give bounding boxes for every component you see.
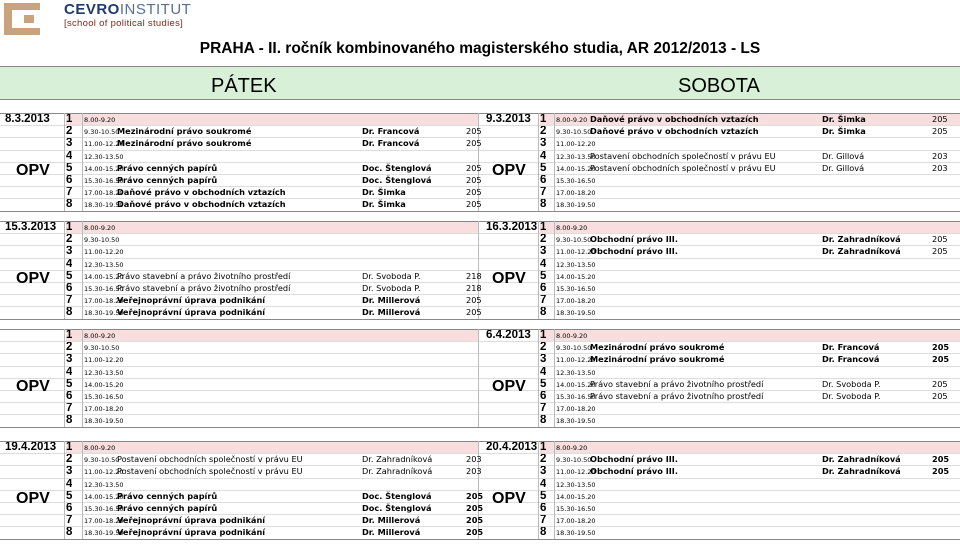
column-line (64, 221, 65, 319)
lesson-room: 203 (932, 162, 948, 173)
lesson-room: 205 (466, 490, 484, 501)
lesson-lecturer: Dr. Zahradníková (822, 454, 901, 465)
lesson-subject (117, 114, 360, 125)
lesson-number: 8 (66, 307, 73, 319)
lesson-time: 11.00-12.20 (84, 248, 124, 257)
lesson-subject (117, 330, 360, 341)
lesson-time: 12.30-13.50 (556, 480, 596, 489)
lesson-lecturer: Dr. Millerová (362, 515, 421, 526)
lesson-time: 17.00-18.20 (556, 405, 596, 414)
lesson-time: 18.30-19.50 (556, 309, 596, 318)
lesson-room: 218 (466, 270, 482, 281)
lesson-subject: Postavení obchodních společností v právu EU (117, 454, 303, 465)
lesson-subject (117, 415, 360, 426)
column-line (554, 329, 555, 427)
lesson-subject: Daňové právo v obchodních vztazích (590, 114, 759, 124)
column-line (478, 329, 479, 427)
lesson-time: 15.30-16.50 (556, 505, 596, 513)
lesson-subject (117, 367, 360, 378)
lesson-lecturer: Dr. Francová (822, 354, 880, 365)
lesson-number: 7 (66, 403, 73, 415)
lesson-number: 5 (540, 162, 547, 174)
lesson-subject (117, 379, 360, 390)
lesson-time: 8.00-9.20 (556, 332, 588, 340)
lesson-time: 11.00-12.20 (84, 468, 124, 477)
column-line (554, 441, 555, 539)
lesson-time: 12.30-13.50 (84, 368, 124, 377)
lesson-room: 205 (466, 162, 482, 173)
lesson-number: 2 (540, 234, 547, 246)
lesson-time: 14.00-15.20 (84, 272, 124, 281)
lesson-lecturer: Dr. Francová (362, 138, 420, 149)
lesson-number: 4 (540, 150, 547, 162)
lesson-number: 2 (540, 126, 547, 138)
lesson-room: 205 (466, 199, 482, 210)
lesson-number: 8 (66, 527, 73, 539)
lesson-lecturer: Dr. Svoboda P. (362, 270, 421, 281)
column-line (64, 441, 65, 539)
lesson-number: 1 (540, 442, 547, 453)
lesson-room: 205 (466, 126, 482, 137)
brand-suffix: INSTITUT (119, 1, 192, 18)
lesson-lecturer: Doc. Štenglová (362, 490, 432, 501)
lesson-number: 3 (540, 466, 547, 478)
lesson-lecturer: Dr. Svoboda P. (822, 378, 881, 389)
lesson-number: 6 (540, 391, 547, 402)
logo-mark (4, 3, 48, 35)
lesson-time: 14.00-15.20 (84, 164, 124, 173)
lesson-subject: Veřejnoprávní úprava podnikání (117, 515, 266, 526)
lesson-time: 18.30-19.50 (556, 417, 596, 426)
lesson-subject (590, 271, 820, 282)
lesson-room: 205 (932, 114, 948, 124)
lesson-subject: Veřejnoprávní úprava podnikání (117, 307, 266, 318)
lesson-subject (590, 479, 820, 490)
brand-name (64, 1, 191, 18)
lesson-time: 8.00-9.20 (84, 224, 116, 232)
lesson-time: 12.30-13.50 (84, 260, 124, 269)
lesson-time: 17.00-18.20 (556, 517, 596, 526)
lesson-time: 9.30-10.50 (84, 128, 120, 137)
lesson-subject (590, 138, 820, 149)
lesson-lecturer: Doc. Štenglová (362, 175, 432, 185)
lesson-time: 17.00-18.20 (556, 189, 596, 198)
lesson-number: 8 (66, 415, 73, 427)
lesson-time: 14.00-15.20 (84, 380, 124, 389)
lesson-time: 12.30-13.50 (556, 260, 596, 269)
lesson-time: 9.30-10.50 (556, 128, 592, 137)
lesson-time: 15.30-16.50 (556, 393, 596, 401)
row-line (0, 539, 960, 540)
block-date: 6.4.2013 (486, 330, 531, 341)
lesson-subject (117, 479, 360, 490)
lesson-time: 17.00-18.20 (84, 297, 124, 306)
lesson-subject: Právo cenných papírů (117, 175, 218, 185)
lesson-number: 8 (540, 415, 547, 427)
lesson-time: 18.30-19.50 (556, 529, 596, 538)
lesson-time: 11.00-12.20 (556, 468, 596, 477)
lesson-room: 205 (932, 378, 948, 389)
lesson-time: 11.00-12.20 (84, 356, 124, 365)
lesson-number: 3 (66, 466, 73, 478)
lesson-lecturer: Dr. Zahradníková (362, 454, 433, 465)
lesson-lecturer: Dr. Šimka (362, 199, 406, 210)
lesson-time: 15.30-16.50 (84, 177, 124, 185)
lesson-number: 5 (540, 378, 547, 390)
lesson-number: 4 (66, 150, 73, 162)
lesson-time: 15.30-16.50 (84, 505, 124, 513)
lesson-time: 12.30-13.50 (84, 480, 124, 489)
lesson-number: 8 (540, 527, 547, 539)
lesson-room: 205 (466, 527, 484, 538)
row-line (0, 427, 960, 428)
lesson-subject (590, 367, 820, 378)
lesson-time: 18.30-19.50 (84, 201, 124, 210)
lesson-time: 8.00-9.20 (556, 444, 588, 452)
lesson-subject: Mezinárodní právo soukromé (117, 126, 252, 137)
lesson-time: 11.00-12.20 (556, 248, 596, 257)
lesson-time: 15.30-16.50 (556, 177, 596, 185)
lesson-room: 205 (932, 342, 950, 353)
lesson-number: 6 (66, 391, 73, 402)
lesson-subject: Právo stavební a právo životního prostředí (117, 270, 291, 281)
lesson-number: 7 (66, 187, 73, 199)
column-line (554, 113, 555, 211)
lesson-number: 6 (66, 503, 73, 514)
lesson-number: 8 (66, 199, 73, 211)
lesson-subject: Právo stavební a právo životního prostředí (590, 391, 764, 401)
lesson-number: 7 (540, 295, 547, 307)
day-saturday: SOBOTA (678, 75, 760, 97)
lesson-number: 3 (66, 246, 73, 258)
lesson-lecturer: Dr. Svoboda P. (822, 391, 881, 401)
lesson-time: 9.30-10.50 (84, 344, 120, 353)
lesson-lecturer: Dr. Millerová (362, 295, 421, 306)
lesson-number: 4 (540, 258, 547, 270)
lesson-subject: Obchodní právo III. (590, 454, 678, 465)
lesson-time: 12.30-13.50 (84, 152, 124, 161)
lesson-time: 8.00-9.20 (84, 444, 116, 452)
lesson-time: 18.30-19.50 (84, 417, 124, 426)
lesson-lecturer: Dr. Zahradníková (822, 466, 901, 477)
lesson-room: 205 (466, 138, 482, 149)
opv-label: OPV (16, 378, 50, 395)
lesson-number: 2 (540, 454, 547, 466)
lesson-room: 205 (466, 307, 482, 318)
lesson-time: 9.30-10.50 (556, 344, 592, 353)
lesson-number: 6 (540, 503, 547, 514)
day-header-band (0, 67, 960, 100)
lesson-subject (590, 503, 820, 514)
lesson-room: 205 (466, 515, 484, 526)
lesson-time: 17.00-18.20 (84, 517, 124, 526)
block-date: 20.4.2013 (486, 442, 538, 453)
lesson-lecturer: Dr. Šimka (822, 114, 866, 124)
lesson-subject (590, 187, 820, 198)
lesson-subject: Obchodní právo III. (590, 234, 678, 245)
lesson-subject: Daňové právo v obchodních vztazích (590, 126, 759, 137)
lesson-subject (590, 307, 820, 318)
lesson-number: 6 (66, 175, 73, 186)
block-date: 16.3.2013 (486, 222, 538, 233)
lesson-subject (590, 199, 820, 210)
column-line (64, 113, 65, 211)
lesson-number: 8 (540, 307, 547, 319)
day-friday: PÁTEK (211, 75, 277, 97)
lesson-time: 11.00-12.20 (84, 140, 124, 149)
lesson-lecturer: Doc. Štenglová (362, 503, 432, 513)
lesson-number: 1 (66, 442, 73, 453)
lesson-time: 11.00-12.20 (556, 356, 596, 365)
opv-label: OPV (492, 270, 526, 287)
lesson-time: 12.30-13.50 (556, 152, 596, 161)
lesson-subject (590, 515, 820, 526)
lesson-subject (117, 234, 360, 245)
lesson-room: 203 (932, 150, 948, 161)
lesson-lecturer: Dr. Francová (822, 342, 880, 353)
lesson-subject: Veřejnoprávní úprava podnikání (117, 295, 266, 306)
lesson-subject: Právo stavební a právo životního prostředí (117, 283, 291, 293)
lesson-number: 3 (540, 354, 547, 366)
lesson-time: 14.00-15.20 (556, 164, 596, 173)
lesson-subject (117, 259, 360, 270)
lesson-room: 205 (466, 187, 482, 198)
lesson-time: 11.00-12.20 (556, 140, 596, 149)
lesson-lecturer: Dr. Francová (362, 126, 420, 137)
column-line (538, 441, 539, 539)
lesson-room: 203 (466, 454, 482, 465)
lesson-time: 14.00-15.20 (556, 380, 596, 389)
block-date: 19.4.2013 (5, 442, 57, 453)
lesson-subject: Postavení obchodních společností v právu EU (590, 150, 776, 161)
lesson-room: 218 (466, 283, 482, 293)
lesson-lecturer: Dr. Zahradníková (822, 246, 901, 257)
lesson-time: 15.30-16.50 (84, 285, 124, 293)
lesson-number: 4 (540, 478, 547, 490)
lesson-number: 5 (66, 490, 73, 502)
lesson-subject: Postavení obchodních společností v právu EU (590, 162, 776, 173)
lesson-number: 6 (540, 283, 547, 294)
lesson-lecturer: Dr. Zahradníková (822, 234, 901, 245)
lesson-time: 15.30-16.50 (84, 393, 124, 401)
lesson-subject (117, 342, 360, 353)
lesson-number: 4 (66, 366, 73, 378)
block-date: 8.3.2013 (5, 114, 50, 125)
lesson-room: 205 (932, 454, 950, 465)
lesson-number: 5 (66, 270, 73, 282)
lesson-subject (590, 222, 820, 233)
lesson-number: 7 (540, 403, 547, 415)
lesson-number: 7 (66, 295, 73, 307)
lesson-number: 2 (66, 342, 73, 354)
lesson-room: 205 (932, 391, 948, 401)
lesson-subject (590, 175, 820, 186)
lesson-room: 205 (932, 354, 950, 365)
lesson-room: 205 (932, 466, 950, 477)
lesson-lecturer: Dr. Zahradníková (362, 466, 433, 477)
lesson-number: 5 (66, 378, 73, 390)
lesson-time: 9.30-10.50 (556, 456, 592, 465)
brand-subtitle: [school of political studies] (64, 18, 184, 29)
lesson-number: 2 (66, 234, 73, 246)
lesson-subject (590, 415, 820, 426)
lesson-subject: Daňové právo v obchodních vztazích (117, 187, 286, 198)
lesson-room: 205 (932, 246, 948, 257)
lesson-number: 1 (540, 330, 547, 341)
brand-main: CEVRO (64, 1, 120, 18)
lesson-room: 203 (466, 466, 482, 477)
opv-label: OPV (492, 162, 526, 179)
lesson-time: 18.30-19.50 (84, 529, 124, 538)
lesson-subject (590, 330, 820, 341)
lesson-number: 1 (540, 114, 547, 125)
lesson-subject: Mezinárodní právo soukromé (590, 354, 725, 365)
opv-label: OPV (16, 162, 50, 179)
lesson-number: 6 (66, 283, 73, 294)
lesson-time: 8.00-9.20 (84, 116, 116, 124)
lesson-number: 5 (66, 162, 73, 174)
lesson-subject (117, 391, 360, 402)
lesson-lecturer: Doc. Štenglová (362, 162, 432, 173)
lesson-subject: Postavení obchodních společností v právu EU (117, 466, 303, 477)
lesson-subject: Obchodní právo III. (590, 466, 678, 477)
lesson-subject (117, 222, 360, 233)
lesson-room: 205 (932, 126, 948, 137)
column-line (538, 113, 539, 211)
lesson-number: 6 (540, 175, 547, 186)
column-line (82, 221, 83, 319)
lesson-lecturer: Dr. Šimka (822, 126, 866, 137)
lesson-time: 8.00-9.20 (556, 224, 588, 232)
lesson-lecturer: Dr. Gillová (822, 162, 865, 173)
column-line (538, 329, 539, 427)
lesson-lecturer: Dr. Millerová (362, 527, 421, 538)
lesson-number: 4 (66, 478, 73, 490)
lesson-subject: Právo cenných papírů (117, 503, 218, 513)
page-title: PRAHA - II. ročník kombinovaného magisterského studia, AR 2012/2013 - LS (199, 40, 761, 57)
lesson-subject (117, 151, 360, 162)
lesson-number: 2 (66, 454, 73, 466)
lesson-subject (117, 246, 360, 257)
lesson-time: 18.30-19.50 (84, 309, 124, 318)
lesson-time: 15.30-16.50 (556, 285, 596, 293)
lesson-lecturer: Dr. Millerová (362, 307, 421, 318)
lesson-time: 8.00-9.20 (556, 116, 588, 124)
lesson-number: 4 (66, 258, 73, 270)
lesson-number: 1 (66, 114, 73, 125)
lesson-subject: Právo cenných papírů (117, 490, 218, 501)
lesson-subject: Veřejnoprávní úprava podnikání (117, 527, 266, 538)
lesson-room: 205 (466, 175, 482, 185)
opv-label: OPV (16, 270, 50, 287)
column-line (64, 329, 65, 427)
column-line (538, 221, 539, 319)
lesson-number: 4 (540, 366, 547, 378)
row-line (0, 319, 960, 320)
lesson-number: 7 (540, 187, 547, 199)
lesson-time: 17.00-18.20 (556, 297, 596, 306)
lesson-number: 3 (66, 354, 73, 366)
opv-label: OPV (492, 490, 526, 507)
opv-label: OPV (492, 378, 526, 395)
lesson-number: 3 (66, 138, 73, 150)
column-line (82, 441, 83, 539)
lesson-subject: Mezinárodní právo soukromé (590, 342, 725, 353)
lesson-lecturer: Dr. Gillová (822, 150, 865, 161)
lesson-subject (590, 403, 820, 414)
lesson-time: 14.00-15.20 (84, 492, 124, 501)
lesson-time: 17.00-18.20 (84, 189, 124, 198)
lesson-subject: Obchodní právo III. (590, 246, 678, 257)
lesson-number: 2 (66, 126, 73, 138)
lesson-room: 205 (466, 295, 482, 306)
lesson-time: 14.00-15.20 (556, 492, 596, 501)
lesson-number: 5 (540, 270, 547, 282)
lesson-number: 1 (66, 330, 73, 341)
opv-label: OPV (16, 490, 50, 507)
lesson-lecturer: Dr. Svoboda P. (362, 283, 421, 293)
lesson-subject: Daňové právo v obchodních vztazích (117, 199, 286, 210)
lesson-subject (590, 283, 820, 294)
block-date: 15.3.2013 (5, 222, 57, 233)
lesson-number: 7 (66, 515, 73, 527)
lesson-number: 2 (540, 342, 547, 354)
lesson-time: 18.30-19.50 (556, 201, 596, 210)
lesson-time: 14.00-15.20 (556, 272, 596, 281)
lesson-number: 8 (540, 199, 547, 211)
lesson-room: 205 (466, 503, 484, 513)
column-line (554, 221, 555, 319)
lesson-lecturer: Dr. Šimka (362, 187, 406, 198)
lesson-number: 1 (540, 222, 547, 233)
lesson-subject (590, 442, 820, 453)
lesson-number: 3 (540, 138, 547, 150)
row-line (0, 211, 960, 212)
lesson-subject: Právo cenných papírů (117, 162, 218, 173)
lesson-subject (590, 491, 820, 502)
lesson-time: 9.30-10.50 (84, 456, 120, 465)
lesson-subject (117, 354, 360, 365)
lesson-subject (117, 403, 360, 414)
lesson-subject (590, 527, 820, 538)
column-line (82, 329, 83, 427)
lesson-subject: Právo stavební a právo životního prostředí (590, 378, 764, 389)
lesson-number: 3 (540, 246, 547, 258)
lesson-time: 12.30-13.50 (556, 368, 596, 377)
lesson-time: 9.30-10.50 (84, 236, 120, 245)
lesson-number: 1 (66, 222, 73, 233)
block-date: 9.3.2013 (486, 114, 531, 125)
lesson-subject (590, 295, 820, 306)
lesson-time: 8.00-9.20 (84, 332, 116, 340)
lesson-subject: Mezinárodní právo soukromé (117, 138, 252, 149)
lesson-subject (590, 259, 820, 270)
lesson-time: 9.30-10.50 (556, 236, 592, 245)
column-line (82, 113, 83, 211)
lesson-number: 5 (540, 490, 547, 502)
lesson-room: 205 (932, 234, 948, 245)
lesson-subject (117, 442, 360, 453)
lesson-number: 7 (540, 515, 547, 527)
lesson-time: 17.00-18.20 (84, 405, 124, 414)
